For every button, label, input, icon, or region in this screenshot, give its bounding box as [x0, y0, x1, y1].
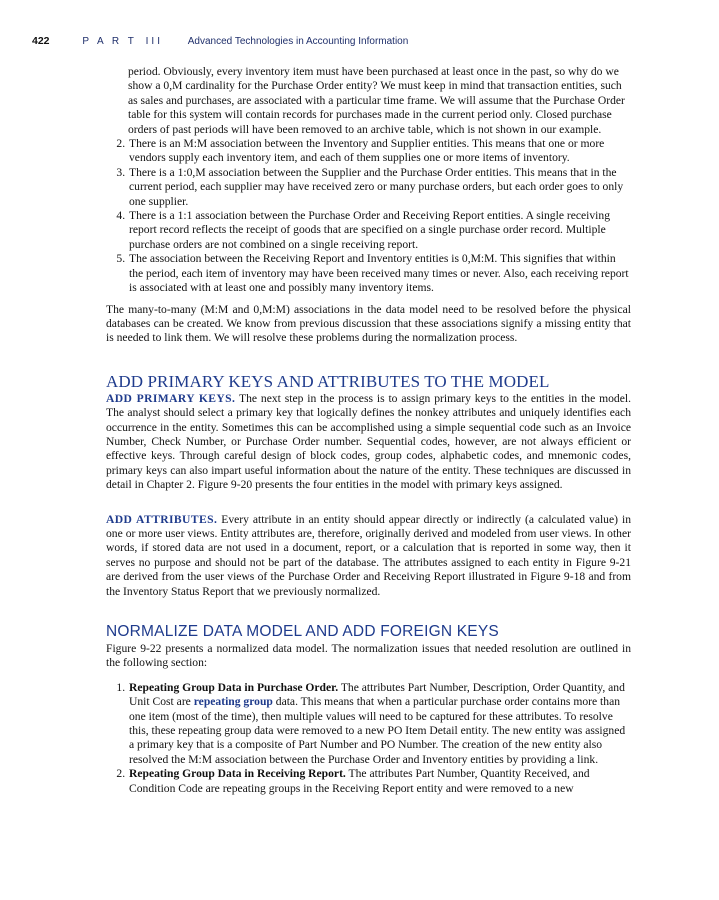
part-label: P A R T: [82, 36, 137, 47]
page-content: [106, 65, 631, 796]
list-item: 5. The association between the Receiving Report and Inventory entities is 0,M:M. This signifies that within the period, each item of inventory may have been received many times or never. Also, each receiving report is associated with at least one and possibly many inventory items.: [128, 252, 631, 295]
resolution-paragraph: The many-to-many (M:M and 0,M:M) associations in the data model need to be resolved before the physical databases can be created. We know from previous discussion that these associations signify a missing entity that is needed to link them. We will resolve these problems during the normalization process.: [106, 302, 631, 345]
part-number: III: [145, 36, 163, 47]
paragraph-text: Every attribute in an entity should appear directly or indirectly (a calculated value) in one or more user views. Entity attributes are, therefore, originally derived and modeled from user views. In other words, if stored data are not used in a document, report, or a calculation that is reported in some way, then it serves no purpose and should not be part of the database. The attributes assigned to each entity in Figure 9-21 are derived from the user views of the Purchase Order and Receiving Report illustrated in Figure 9-18 and from the Inventory Status Report that we previously normalized.: [106, 512, 631, 598]
run-in-heading: ADD PRIMARY KEYS.: [106, 391, 236, 405]
association-list: [106, 137, 631, 295]
section-heading-primary-keys: ADD PRIMARY KEYS AND ATTRIBUTES TO THE MODEL: [106, 371, 550, 391]
list-item: 2. There is an M:M association between the Inventory and Supplier entities. This means that one or more vendors supply each inventory item, and each of them supplies one or more items of inventory.: [128, 137, 631, 166]
item-text: The attributes Part Number, Quantity Received, and Condition Code are repeating groups in the Receiving Report entity and were removed to a new: [129, 767, 590, 795]
list-item: 3. There is a 1:0,M association between the Supplier and the Purchase Order entities. This means that in the current period, each supplier may have received zero or many purchase orders, but each order goes to only one supplier.: [128, 166, 631, 209]
run-in-heading: ADD ATTRIBUTES.: [106, 512, 218, 526]
item-text: The attributes Part Number, Description, Order Quantity, and Unit Cost are: [129, 680, 625, 709]
normalize-intro: Figure 9-22 presents a normalized data model. The normalization issues that needed resolution are outlined in the following section:: [106, 642, 631, 670]
running-head: [32, 35, 699, 47]
item-text: data. This means that when a particular purchase order contains more than one item (most of the time), then multiple values will need to be captured for these attributes. To resolve this, these repeating group data were removed to a new PO Item Detail entity. The new entity was assigned a primary key that is a composite of Part Number and PO Number. The creation of the new entity also resolved the M:M association between the Purchase Order and Inventory entities by providing a link.: [129, 695, 626, 766]
paragraph-text: The next step in the process is to assign primary keys to the entities in the model. The analyst should select a primary key that logically defines the nonkey attributes and uniquely identifies each occurrence in the entity. Sometimes this can be accomplished using a simple sequential code such as an Invoice Number, Check Number, or Purchase Order number. Sequential codes, however, are not always efficient or effective keys. Through careful design of block codes, group codes, alphabetic codes, and mnemonic codes, primary keys can also impart useful information about the nature of the entity. These techniques are discussed in detail in Chapter 2. Figure 9-20 presents the four entities in the model with primary keys assigned.: [106, 391, 631, 492]
list-item: [128, 767, 631, 796]
normalization-list: [106, 681, 631, 796]
list-item: 4. There is a 1:1 association between the Purchase Order and Receiving Report entities. A single receiving report record reflects the receipt of goods that are specified on a single purchase order record. Multiple purchase orders are not combined on a single receiving report.: [128, 209, 631, 252]
item-lead: Repeating Group Data in Receiving Report.: [129, 767, 346, 781]
page-number: 422: [32, 35, 50, 47]
intro-continuation: period. Obviously, every inventory item must have been purchased at least once in the past, so why do we show a 0,M cardinality for the Purchase Order entity? We must keep in mind that transaction entities, such as sales and purchases, are associated with a particular time frame. We will assume that the Purchase Order table for this system will contain records for purchases made in the current period only. Closed purchase orders of past periods will have been removed to an archive table, which is not shown in our example.: [128, 65, 625, 136]
list-item: [128, 681, 631, 767]
key-term: repeating group: [193, 695, 273, 709]
add-attributes-paragraph: [106, 513, 631, 599]
item-lead: Repeating Group Data in Purchase Order.: [129, 680, 339, 694]
section-heading-normalize: NORMALIZE DATA MODEL AND ADD FOREIGN KEYS: [106, 623, 499, 640]
running-title: Advanced Technologies in Accounting Information: [187, 36, 409, 47]
add-primary-keys-paragraph: [106, 392, 631, 493]
